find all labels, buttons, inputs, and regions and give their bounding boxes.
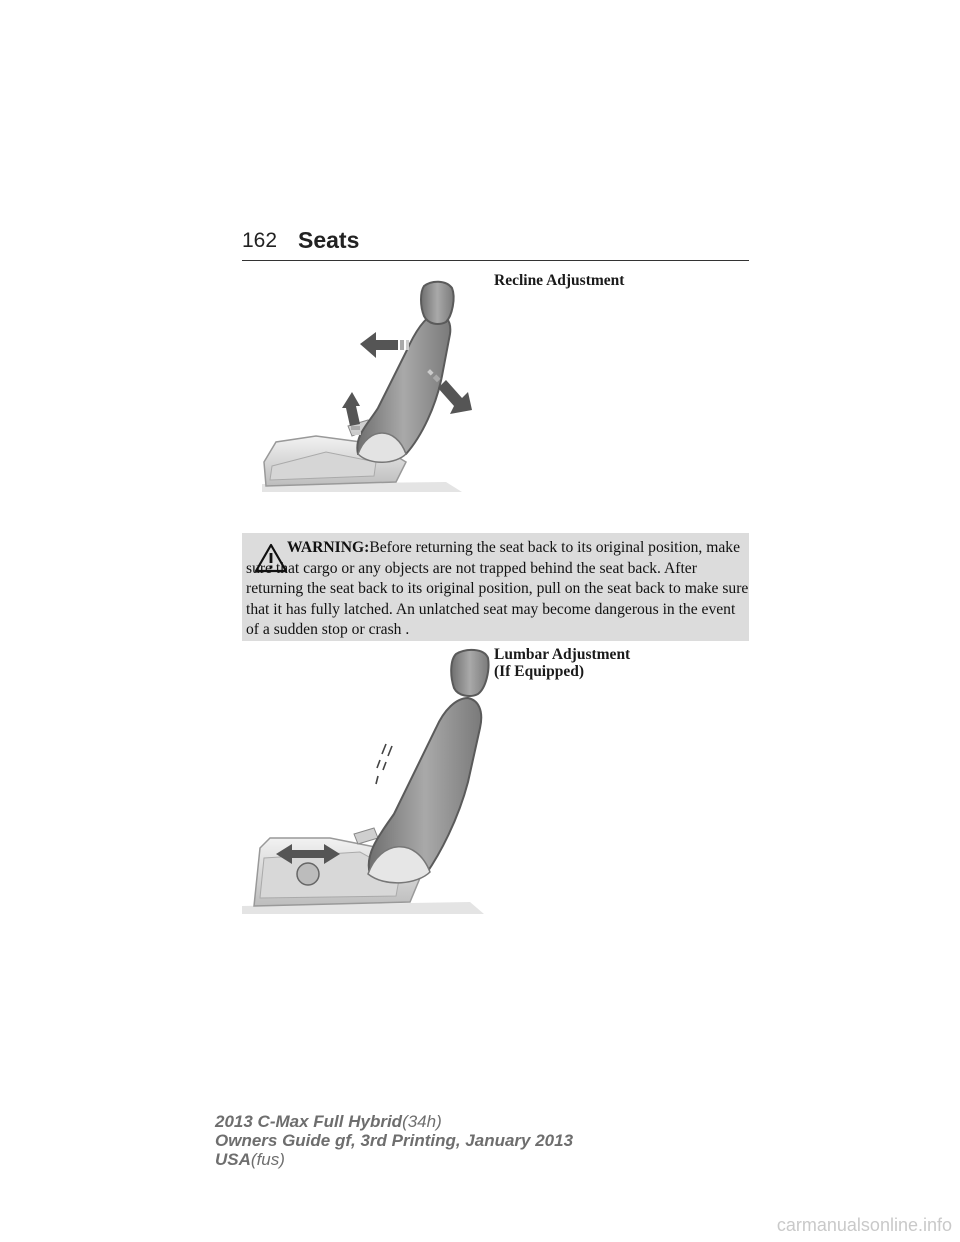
recline-caption: Recline Adjustment — [494, 272, 625, 289]
document-footer — [215, 1112, 573, 1169]
section-title: Seats — [298, 227, 360, 253]
page-number: 162 — [242, 229, 278, 252]
warning-body: Before returning the seat back to its original position, make sure that cargo or any objects are not trapped behind the seat back. After returning the seat back to its original position, pull on the seat back to make sure that it has fully latched. An unlatched seat may become dangerous in the event of a sudden stop or crash . — [246, 539, 749, 638]
seat-recline-illustration — [256, 276, 476, 500]
page-header — [242, 229, 749, 261]
warning-label: WARNING: — [287, 539, 370, 556]
header-rule — [242, 260, 749, 261]
seat-lumbar-illustration — [240, 648, 490, 920]
watermark: carmanualsonline.info — [776, 1215, 952, 1235]
warning-box — [242, 533, 749, 641]
warning-text — [242, 538, 749, 641]
footer-line-market: USA(fus) — [215, 1150, 285, 1169]
lumbar-caption: Lumbar Adjustment (If Equipped) — [494, 646, 631, 680]
footer-line-guide: Owners Guide gf, 3rd Printing, January 2013 — [215, 1131, 574, 1150]
footer-line-model: 2013 C-Max Full Hybrid(34h) — [215, 1112, 442, 1131]
